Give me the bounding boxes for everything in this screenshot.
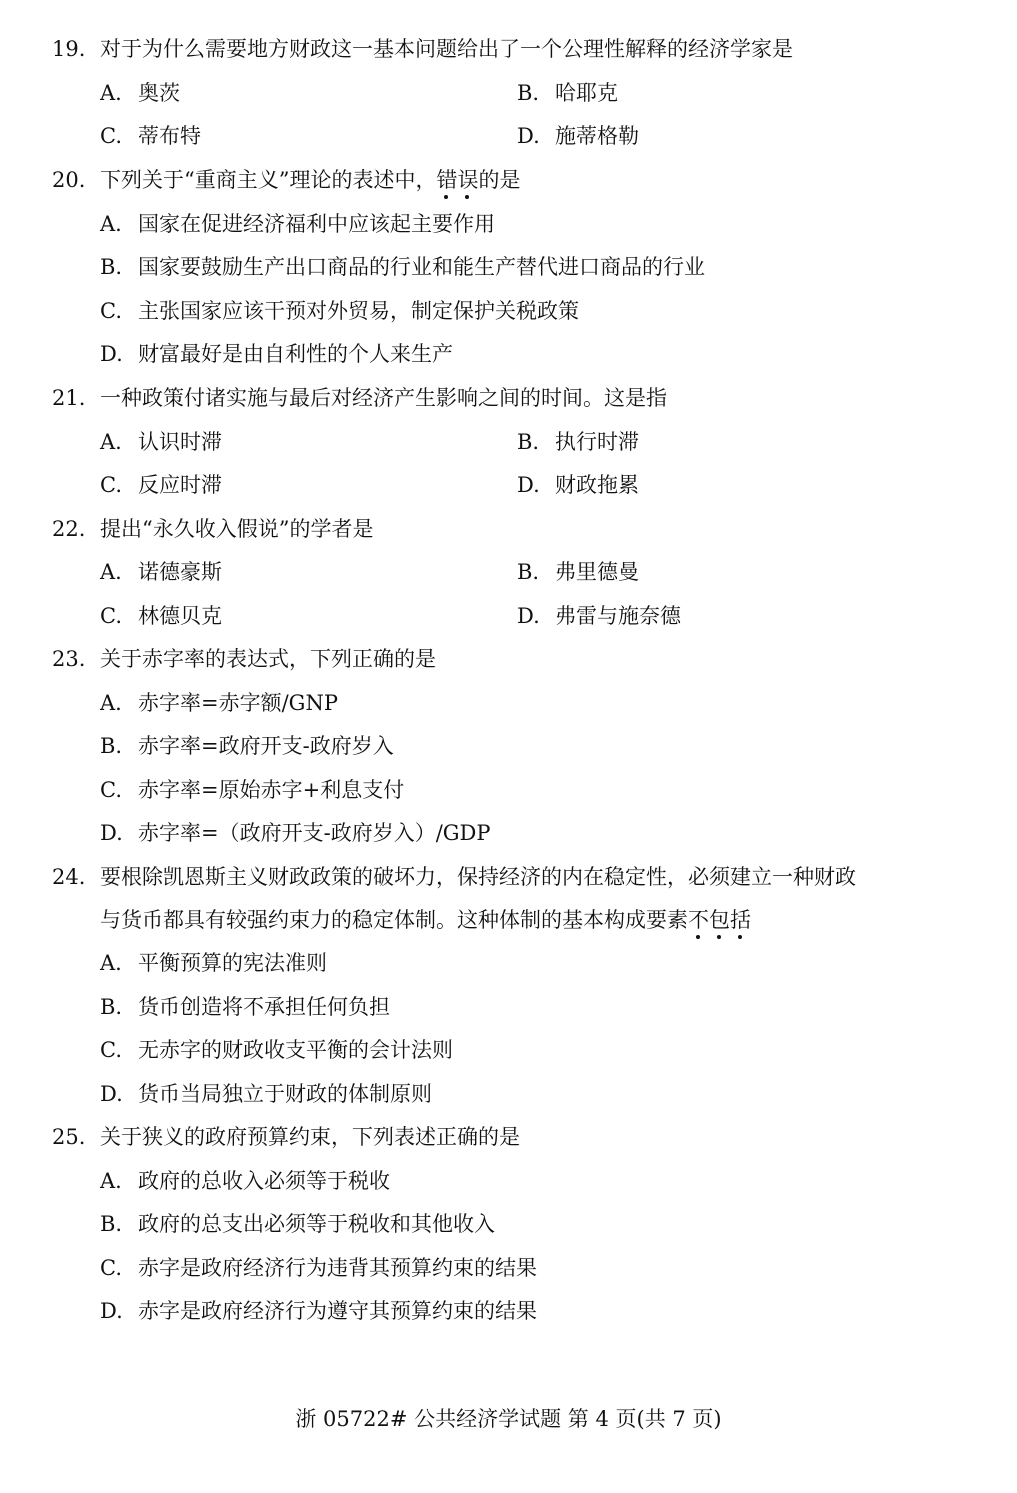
page-footer: 浙 05722# 公共经济学试题 第 4 页(共 7 页) xyxy=(295,1407,722,1431)
question-number: 22. xyxy=(52,517,86,541)
question-22-option-b: B. 弗里德曼 xyxy=(517,560,639,584)
question-23-option-d: D. 赤字率=（政府开支-政府岁入）/GDP xyxy=(100,821,491,845)
question-number: 25. xyxy=(52,1125,86,1149)
question-22-stem xyxy=(52,514,373,544)
question-23-option-b: B. 赤字率=政府开支-政府岁入 xyxy=(100,734,394,758)
question-23-stem xyxy=(52,644,436,674)
emphasis-dot xyxy=(444,195,448,199)
emphasis-word: 错误 xyxy=(436,165,478,195)
question-number: 21. xyxy=(52,386,86,410)
question-text: 要根除凯恩斯主义财政政策的破坏力，保持经济的内在稳定性，必须建立一种财政 xyxy=(100,865,856,889)
question-19-option-a: A. 奥茨 xyxy=(100,81,180,105)
emphasis-dot xyxy=(717,935,721,939)
question-25-stem xyxy=(52,1122,520,1152)
question-22-option-a: A. 诺德豪斯 xyxy=(100,560,222,584)
question-text-pre: 与货币都具有较强约束力的稳定体制。这种体制的基本构成要素 xyxy=(100,908,688,932)
question-19-option-d: D. 施蒂格勒 xyxy=(517,124,639,148)
question-text: 关于赤字率的表达式，下列正确的是 xyxy=(100,647,436,671)
question-text: 一种政策付诸实施与最后对经济产生影响之间的时间。这是指 xyxy=(100,386,667,410)
question-text-pre: 下列关于“重商主义”理论的表述中， xyxy=(100,168,437,192)
question-22-option-d: D. 弗雷与施奈德 xyxy=(517,604,681,628)
question-25-option-a: A. 政府的总收入必须等于税收 xyxy=(100,1169,390,1193)
emphasis-word: 不包括 xyxy=(688,905,751,935)
emphasis-dot xyxy=(738,935,742,939)
question-23-option-c: C. 赤字率=原始赤字+利息支付 xyxy=(100,778,405,802)
question-19-stem xyxy=(52,34,793,64)
question-number: 23. xyxy=(52,647,86,671)
question-21-option-c: C. 反应时滞 xyxy=(100,473,222,497)
emphasis-dot xyxy=(465,195,469,199)
question-25-option-b: B. 政府的总支出必须等于税收和其他收入 xyxy=(100,1212,495,1236)
question-20-option-a: A. 国家在促进经济福利中应该起主要作用 xyxy=(100,212,495,236)
question-24-option-b: B. 货币创造将不承担任何负担 xyxy=(100,995,390,1019)
question-20-option-c: C. 主张国家应该干预对外贸易，制定保护关税政策 xyxy=(100,299,579,323)
question-19-option-c: C. 蒂布特 xyxy=(100,124,201,148)
question-20-option-b: B. 国家要鼓励生产出口商品的行业和能生产替代进口商品的行业 xyxy=(100,255,705,279)
question-number: 19. xyxy=(52,37,86,61)
question-21-option-d: D. 财政拖累 xyxy=(517,473,639,497)
question-24-option-d: D. 货币当局独立于财政的体制原则 xyxy=(100,1082,432,1106)
question-21-stem xyxy=(52,383,667,413)
question-25-option-d: D. 赤字是政府经济行为遵守其预算约束的结果 xyxy=(100,1299,537,1323)
question-number: 24. xyxy=(52,865,86,889)
question-24-stem-line2 xyxy=(100,905,751,935)
question-21-option-a: A. 认识时滞 xyxy=(100,430,222,454)
question-21-option-b: B. 执行时滞 xyxy=(517,430,639,454)
question-number: 20. xyxy=(52,168,86,192)
question-24-option-c: C. 无赤字的财政收支平衡的会计法则 xyxy=(100,1038,453,1062)
emphasis-dot xyxy=(696,935,700,939)
question-text-post: 的是 xyxy=(478,168,521,192)
question-19-option-b: B. 哈耶克 xyxy=(517,81,618,105)
question-20-stem xyxy=(52,165,520,195)
question-24-option-a: A. 平衡预算的宪法准则 xyxy=(100,951,327,975)
question-23-option-a: A. 赤字率=赤字额/GNP xyxy=(100,691,338,715)
question-20-option-d: D. 财富最好是由自利性的个人来生产 xyxy=(100,342,453,366)
question-24-stem-line1 xyxy=(52,862,856,892)
question-text: 提出“永久收入假说”的学者是 xyxy=(100,517,374,541)
question-text: 关于狭义的政府预算约束，下列表述正确的是 xyxy=(100,1125,520,1149)
question-25-option-c: C. 赤字是政府经济行为违背其预算约束的结果 xyxy=(100,1256,537,1280)
question-22-option-c: C. 林德贝克 xyxy=(100,604,222,628)
question-text: 对于为什么需要地方财政这一基本问题给出了一个公理性解释的经济学家是 xyxy=(100,37,793,61)
